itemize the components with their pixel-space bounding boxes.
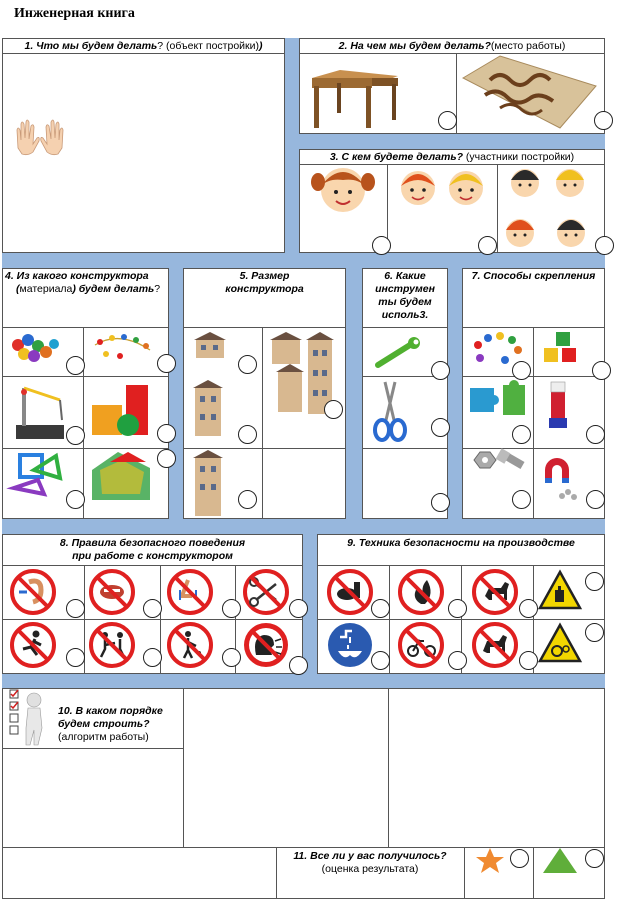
- answer-circle-safety-3[interactable]: [519, 599, 538, 618]
- no-mouth-icon: [91, 571, 133, 613]
- no-littering-icon: [169, 624, 211, 666]
- section-1-title: 1. Что мы будем делать: [24, 40, 158, 52]
- answer-circle-rule-1[interactable]: [66, 599, 85, 618]
- section-3-title: 3. С кем будете делать?: [329, 151, 464, 163]
- answer-circle-tool-3[interactable]: [431, 493, 450, 512]
- answer-circle-rule-6[interactable]: [143, 648, 162, 667]
- answer-circle-tool-2[interactable]: [431, 418, 450, 437]
- answer-circle-kit-1[interactable]: [66, 356, 85, 375]
- section-1-header: 1. Что мы будем делать? (объект постройки)): [24, 40, 263, 52]
- answer-circle-partner-3[interactable]: [595, 236, 614, 255]
- answer-circle-safety-6[interactable]: [448, 651, 467, 670]
- section-10-title-2: будем строить?: [58, 718, 150, 730]
- paren: (: [16, 283, 20, 295]
- answer-circle-size-4[interactable]: [238, 490, 257, 509]
- answer-circle-rule-5[interactable]: [66, 648, 85, 667]
- section-11-title: 11. Все ли у вас получилось?: [293, 850, 447, 862]
- answer-circle-safety-4[interactable]: [585, 572, 604, 591]
- answer-circle-rule-7[interactable]: [222, 648, 241, 667]
- answer-circle-safety-1[interactable]: [371, 599, 390, 618]
- section-5-title-1: 5. Размер: [239, 270, 290, 282]
- answer-circle-fastening-6[interactable]: [586, 490, 605, 509]
- no-animals-icon: [474, 571, 516, 613]
- answer-circle-safety-7[interactable]: [519, 651, 538, 670]
- warning-hand-icon: [540, 572, 580, 608]
- answer-circle-fastening-5[interactable]: [512, 490, 531, 509]
- answer-circle-safety-5[interactable]: [371, 651, 390, 670]
- page-title: Инженерная книга: [14, 6, 135, 21]
- section-3-sub: (участники постройки): [463, 151, 575, 163]
- no-scissors-icon: [245, 571, 287, 613]
- section-4-sub: материала: [19, 283, 73, 295]
- section-7-title: 7. Способы скрепления: [471, 270, 596, 282]
- answer-circle-place-2[interactable]: [594, 111, 613, 130]
- answer-circle-kit-2[interactable]: [157, 354, 176, 373]
- answer-circle-size-3[interactable]: [238, 425, 257, 444]
- answer-circle-fastening-3[interactable]: [512, 425, 531, 444]
- section-8-title-2: при работе с конструктором: [72, 550, 233, 562]
- answer-circle-kit-4[interactable]: [157, 424, 176, 443]
- answer-circle-tool-1[interactable]: [431, 361, 450, 380]
- section-6-title-1: 6. Какие: [384, 270, 426, 282]
- section-11-sub: (оценка результата): [321, 863, 419, 875]
- answer-circle-rule-2[interactable]: [143, 599, 162, 618]
- answer-circle-place-1[interactable]: [438, 111, 457, 130]
- section-5-title-2: конструктора: [225, 283, 304, 295]
- section-2-sub: (место работы): [490, 40, 566, 52]
- answer-circle-rule-4[interactable]: [289, 599, 308, 618]
- no-fire-icon: [400, 571, 442, 613]
- section-9-title: 9. Техника безопасности на производстве: [347, 537, 575, 549]
- answer-circle-result-triangle[interactable]: [585, 849, 604, 868]
- section-10-sub: (алгоритм работы): [58, 731, 149, 743]
- answer-circle-kit-3[interactable]: [66, 426, 85, 445]
- answer-circle-rule-8[interactable]: [289, 656, 308, 675]
- section-6-title-2: инструмен: [375, 283, 435, 295]
- no-dogs-icon: [474, 624, 516, 666]
- answer-circle-fastening-2[interactable]: [592, 361, 611, 380]
- answer-circle-fastening-1[interactable]: [512, 361, 531, 380]
- section-8-title-1: 8. Правила безопасного поведения: [59, 537, 246, 549]
- no-nose-icon: [169, 571, 211, 613]
- section-2-title: 2. На чем мы будем делать?: [338, 40, 491, 52]
- section-4-title-end: ) будем делать: [72, 283, 155, 295]
- answer-circle-safety-2[interactable]: [448, 599, 467, 618]
- no-cycling-icon: [400, 624, 442, 666]
- section-6-title-3: ты будем: [378, 296, 432, 308]
- answer-circle-result-star[interactable]: [510, 849, 529, 868]
- answer-circle-rule-3[interactable]: [222, 599, 241, 618]
- section-10-title-1: 10. В каком порядке: [58, 705, 163, 717]
- section-1-sub: ? (объект постройки): [157, 40, 259, 52]
- answer-circle-fastening-4[interactable]: [586, 425, 605, 444]
- no-running-icon: [12, 624, 54, 666]
- answer-circle-partner-2[interactable]: [478, 236, 497, 255]
- no-ear-icon: [12, 571, 54, 613]
- section-6-title-4: исполь3.: [381, 309, 429, 321]
- answer-circle-partner-1[interactable]: [372, 236, 391, 255]
- answer-circle-size-1[interactable]: [238, 355, 257, 374]
- answer-circle-safety-8[interactable]: [585, 623, 604, 642]
- no-food-icon: [329, 571, 371, 613]
- answer-circle-size-2[interactable]: [324, 400, 343, 419]
- wash-hands-icon: [328, 623, 372, 667]
- no-shouting-icon: [244, 623, 288, 667]
- no-fighting-icon: [91, 624, 133, 666]
- answer-circle-kit-5[interactable]: [66, 490, 85, 509]
- section-4-title: 4. Из какого конструктора: [5, 270, 149, 282]
- warning-gears-icon: [540, 625, 580, 661]
- answer-circle-kit-6[interactable]: [157, 449, 176, 468]
- q-mark: ?: [154, 283, 161, 295]
